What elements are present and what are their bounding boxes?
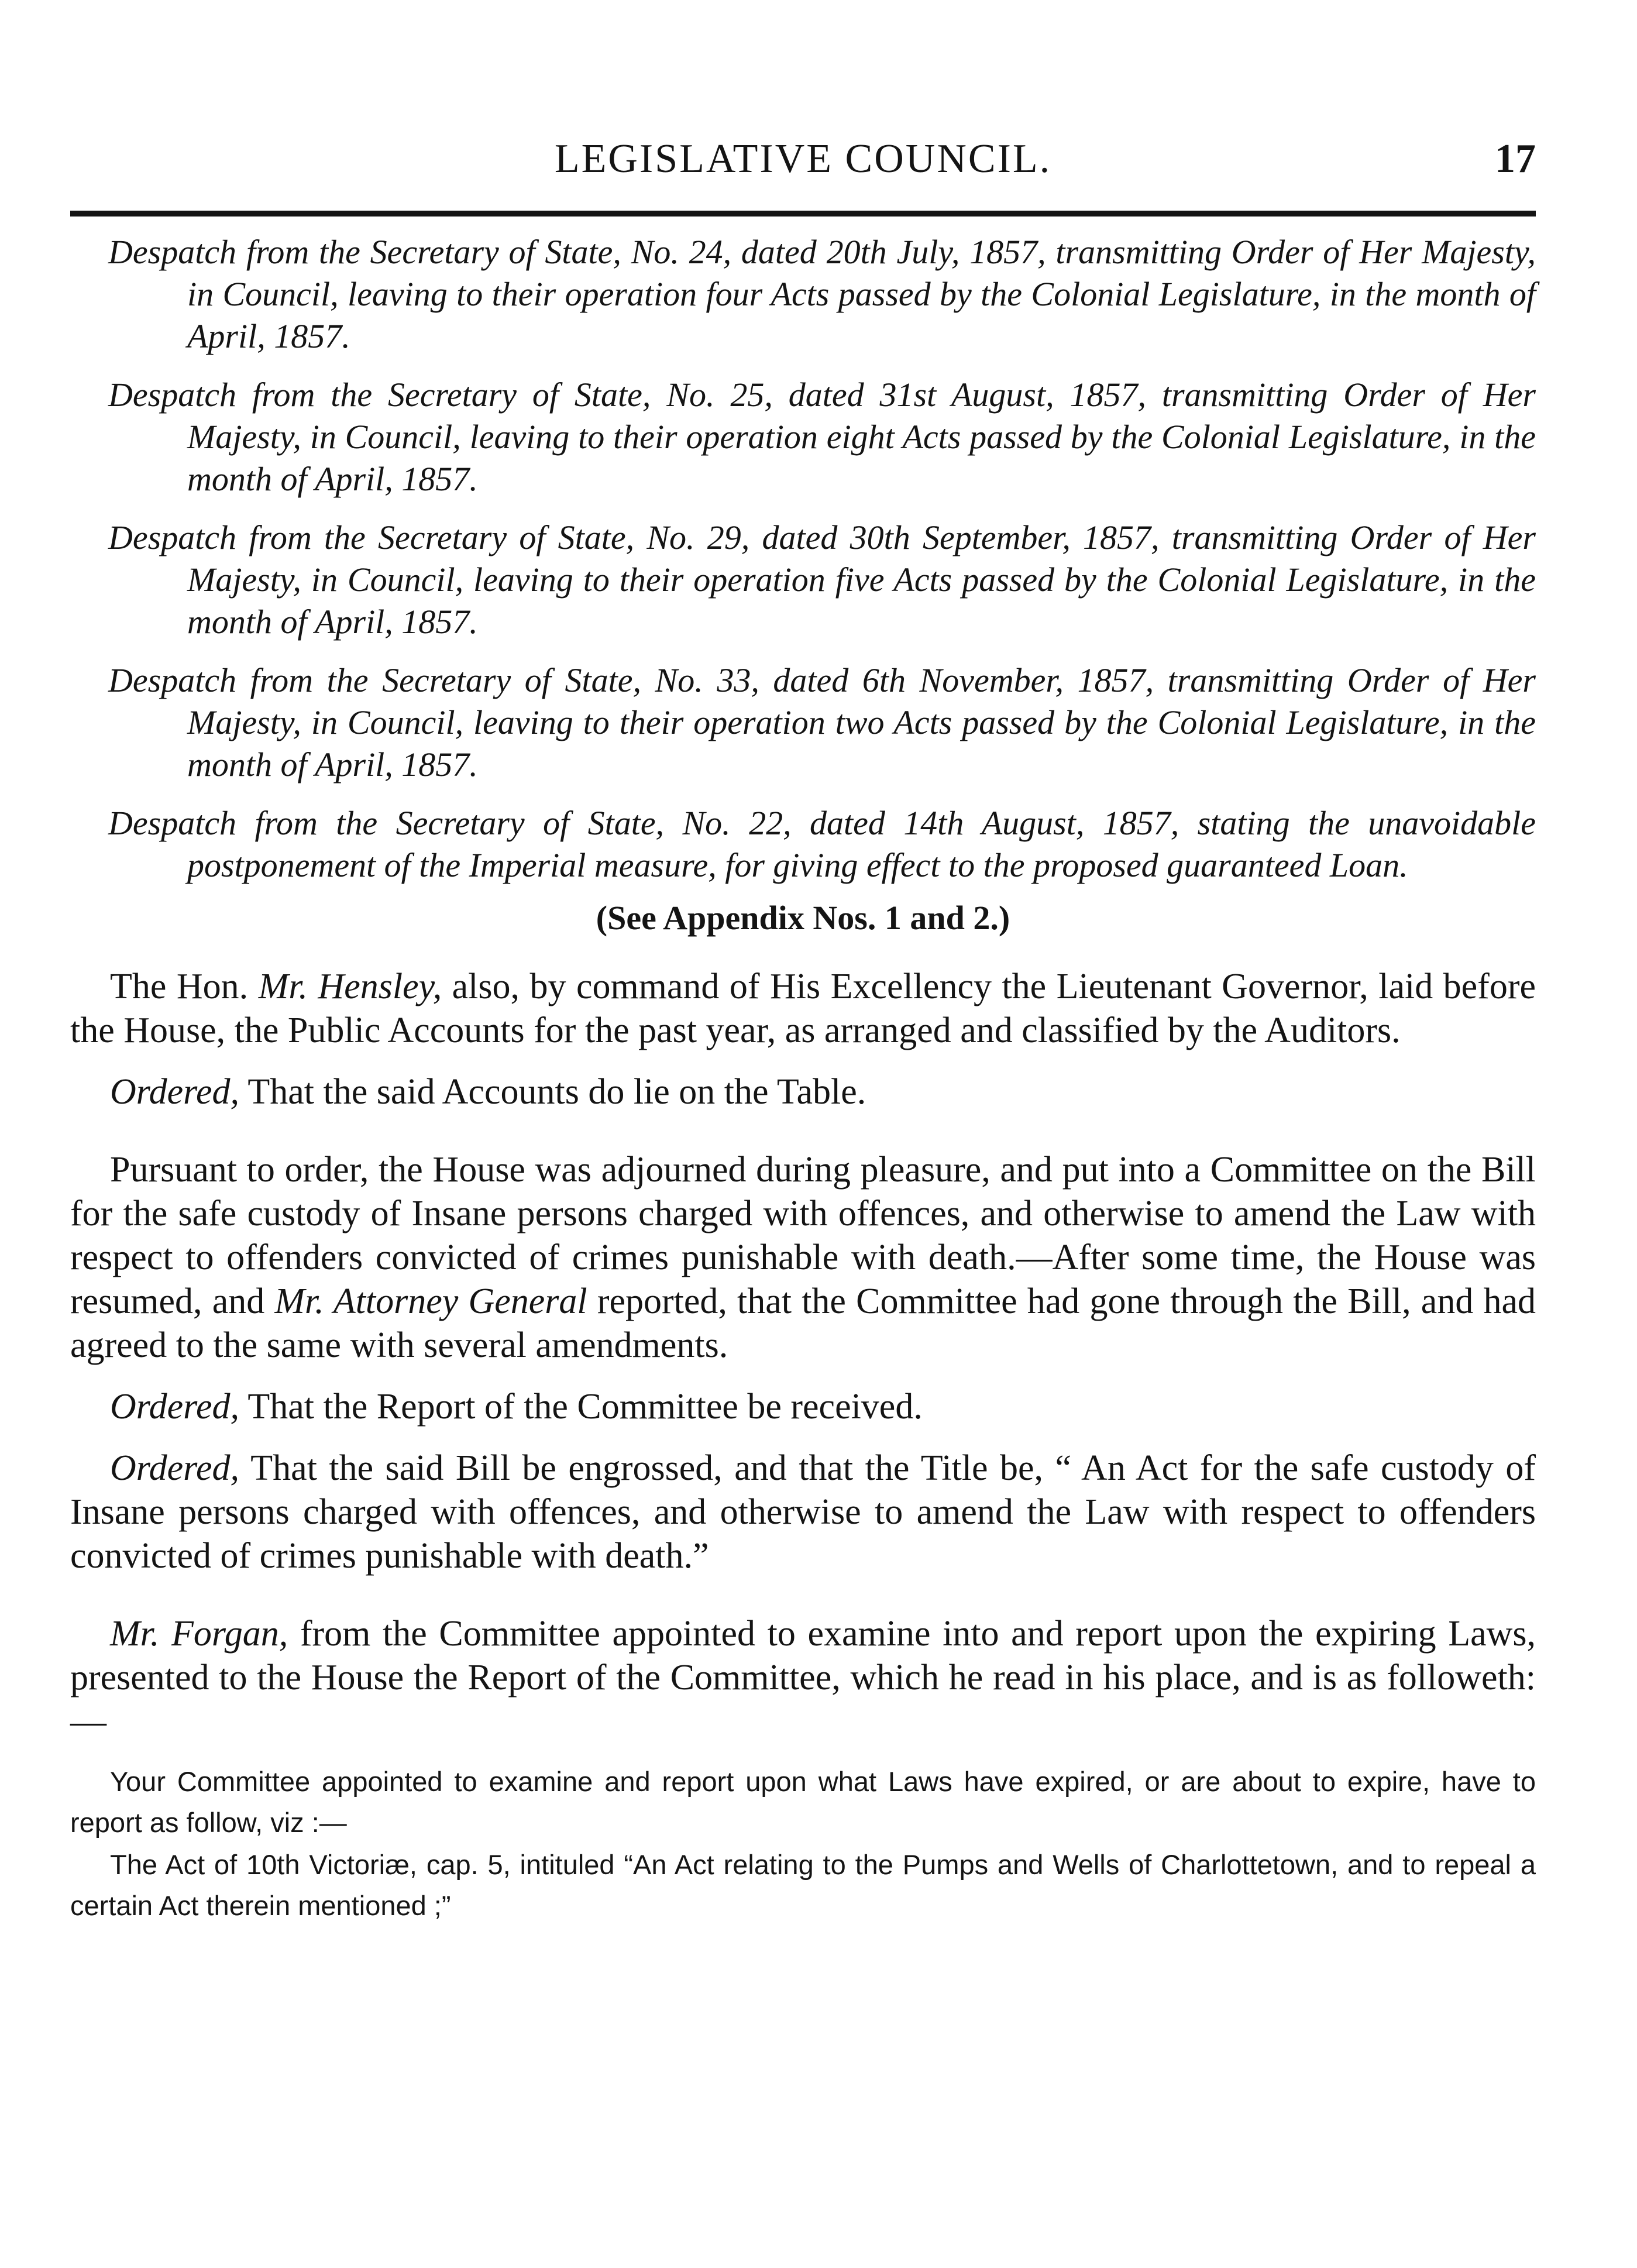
ordered-label: Ordered,: [110, 1387, 239, 1427]
despatch-entry: Despatch from the Secretary of State, No. 24, dated 20th July, 1857, transmitting Order of Her Majesty, in Council, leaving to their operation four Acts passed by the Colonial Legislature, in the month of April, 1857.: [108, 233, 1536, 355]
committee-text: Pursuant to order, the House was adjourned during pleasure, and put into a Committee on the Bill for the safe custody of Insane persons charged with offences, and otherwise to amend the Law with respect to offenders convicted of crimes punishable with death.—After some time, the House was resumed, and: [70, 1150, 1536, 1321]
ordered-bill-paragraph: [70, 1446, 1536, 1578]
page-number: 17: [1495, 136, 1536, 181]
forgan-paragraph: [70, 1612, 1536, 1744]
despatch-entry: Despatch from the Secretary of State, No. 29, dated 30th September, 1857, transmitting Order of Her Majesty, in Council, leaving to their operation five Acts passed by the Colonial Legislature, in the month of April, 1857.: [108, 518, 1536, 641]
report-paragraph: Your Committee appointed to examine and report upon what Laws have expired, or are about to expire, have to report as follow, viz :—: [70, 1766, 1536, 1838]
hensley-text: also, by command of His Excellency the Lieutenant Governor, laid before the House, the Public Accounts for the past year, as arranged and classified by the Auditors.: [70, 967, 1536, 1050]
hensley-prefix: The Hon.: [110, 967, 259, 1006]
member-name: Mr. Forgan,: [110, 1614, 288, 1654]
committee-paragraph: [70, 1148, 1536, 1367]
ordered-accounts-paragraph: [70, 1070, 1536, 1114]
report-paragraph: The Act of 10th Victoriæ, cap. 5, intituled “An Act relating to the Pumps and Wells of Charlottetown, and to repeal a certain Act therein mentioned ;”: [70, 1849, 1536, 1921]
despatch-entry: Despatch from the Secretary of State, No. 33, dated 6th November, 1857, transmitting Order of Her Majesty, in Council, leaving to their operation two Acts passed by the Colonial Legislature, in the month of April, 1857.: [108, 661, 1536, 784]
member-name: Mr. Hensley,: [258, 967, 442, 1006]
ordered-label: Ordered,: [110, 1448, 239, 1488]
ordered-report-paragraph: [70, 1385, 1536, 1429]
forgan-text: from the Committee appointed to examine into and report upon the expiring Laws, presented to the House the Report of the Committee, which he read in his place, and is as followeth:—: [70, 1614, 1536, 1741]
despatch-entry: Despatch from the Secretary of State, No. 22, dated 14th August, 1857, stating the unavoidable postponement of the Imperial measure, for giving effect to the proposed guaranteed Loan.: [108, 804, 1536, 884]
committee-text-end: reported, that the Committee had gone through the Bill, and had agreed to the same with several amendments.: [70, 1281, 1536, 1365]
header-rule: [70, 211, 1536, 217]
despatch-entry: Despatch from the Secretary of State, No. 25, dated 31st August, 1857, transmitting Order of Her Majesty, in Council, leaving to their operation eight Acts passed by the Colonial Legislature, in the month of April, 1857.: [108, 376, 1536, 498]
appendix-note: (See Appendix Nos. 1 and 2.): [596, 899, 1010, 937]
ordered-text: That the said Accounts do lie on the Table.: [239, 1072, 866, 1112]
hensley-paragraph: [70, 965, 1536, 1053]
page-header: [70, 130, 1536, 188]
ordered-text: That the Report of the Committee be received.: [239, 1387, 923, 1427]
running-title: LEGISLATIVE COUNCIL.: [554, 136, 1052, 181]
ordered-label: Ordered,: [110, 1072, 239, 1112]
page-body: [70, 231, 1536, 1927]
ordered-text: That the said Bill be engrossed, and that the Title be, “ An Act for the safe custody of Insane persons charged with offences, and otherwise to amend the Law with respect to offenders convicted of crimes punishable with death.”: [70, 1448, 1536, 1576]
member-name: Mr. Attorney General: [274, 1281, 587, 1321]
